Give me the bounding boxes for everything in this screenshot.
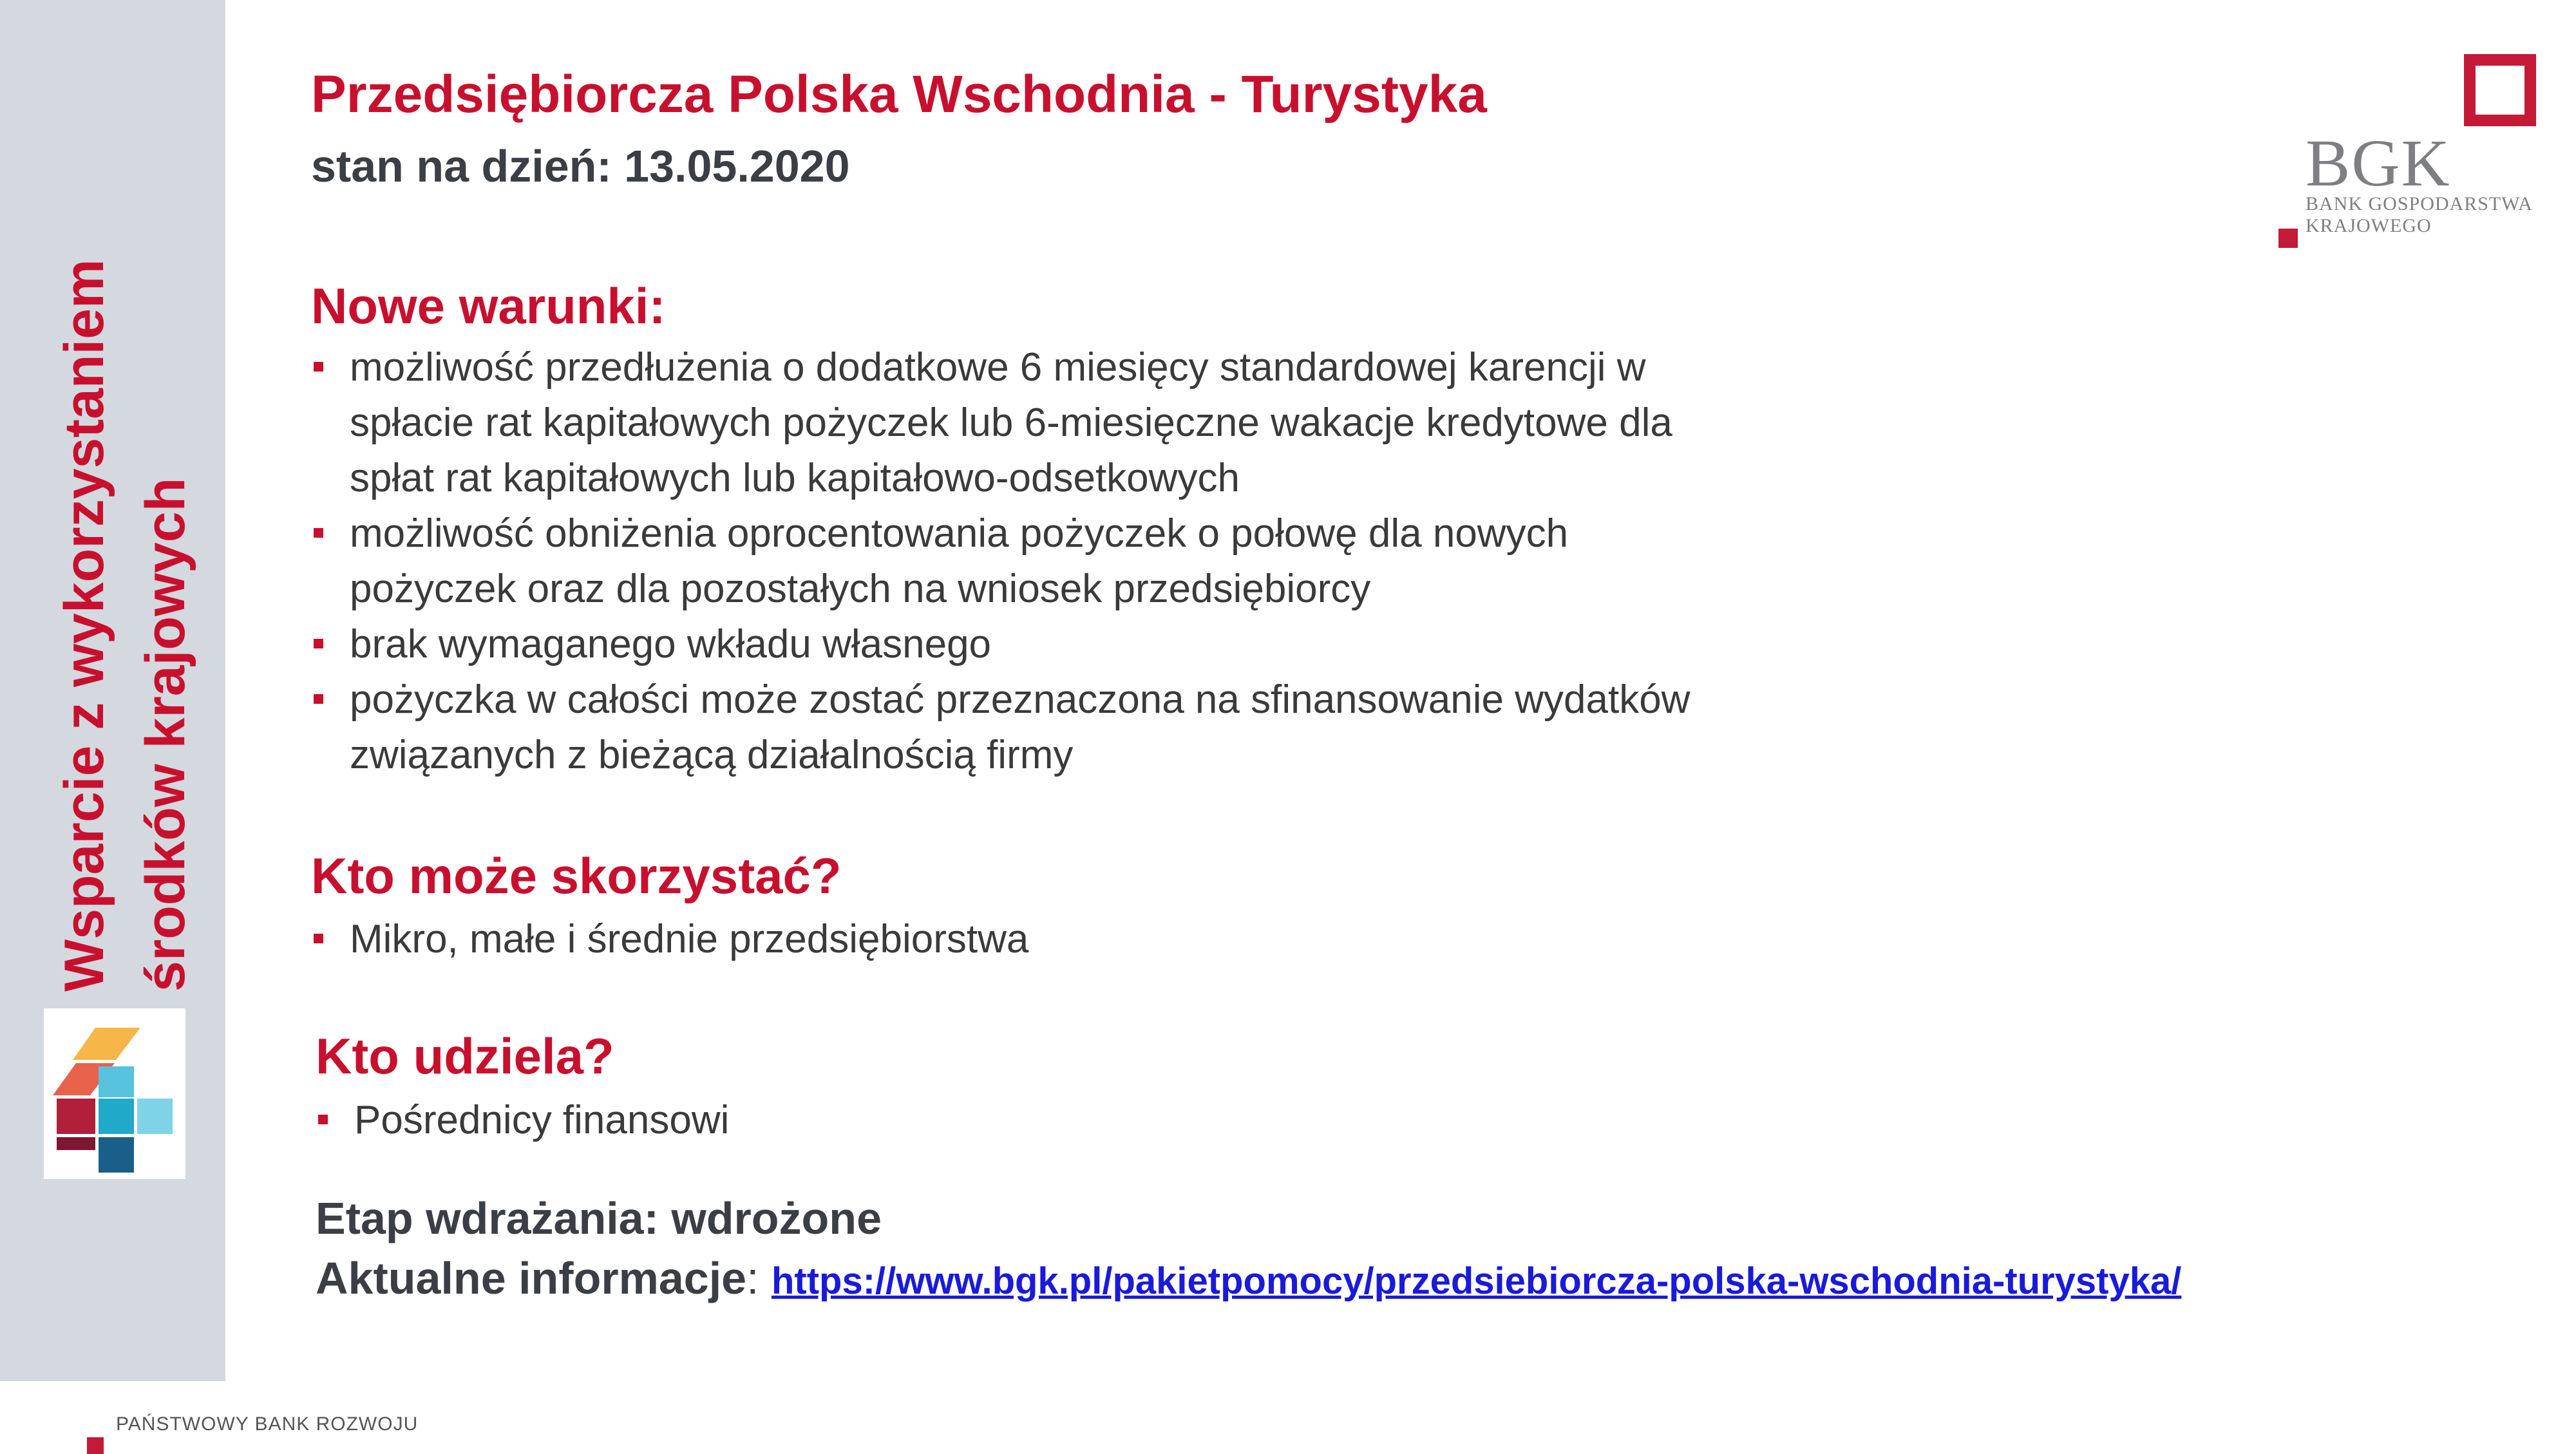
bgk-logo-fullname [2306, 193, 2550, 237]
list-item [316, 1093, 729, 1148]
section-heading-kto-moze: Kto może skorzystać? [311, 847, 842, 904]
bgk-logo-square-icon [2464, 54, 2536, 126]
page-title: Przedsiębiorcza Polska Wschodnia - Turystyka [311, 65, 1487, 124]
list-item-line: brak wymaganego wkładu własnego [350, 622, 992, 666]
list-item-line: możliwość przedłużenia o dodatkowe 6 miesięcy standardowej karencji w [350, 345, 1646, 390]
list-item-line: spłat rat kapitałowych lub kapitałowo-odsetkowych [350, 456, 1240, 500]
footer-text: PAŃSTWOWY BANK ROZWOJU [116, 1413, 419, 1435]
info-link[interactable]: https://www.bgk.pl/pakietpomocy/przedsiebiorcza-polska-wschodnia-turystyka/ [771, 1260, 2182, 1302]
aktualne-informacje [316, 1252, 2181, 1304]
warunki-list [311, 340, 1690, 783]
list-item-line: związanych z bieżącą działalnością firmy [350, 733, 1074, 777]
bgk-fullname-line-1: BANK GOSPODARSTWA [2306, 193, 2533, 214]
aktualne-label: Aktualne informacje [316, 1253, 747, 1303]
list-item-line: pożyczek oraz dla pozostałych na wniosek przedsiębiorcy [350, 567, 1371, 611]
list-item-line: Mikro, małe i średnie przedsiębiorstwa [350, 917, 1029, 961]
bullet-square-icon [314, 362, 323, 372]
bgk-fullname-line-2: KRAJOWEGO [2306, 215, 2432, 236]
aktualne-separator: : [746, 1253, 772, 1303]
list-item-line: pożyczka w całości może zostać przeznaczona na sfinansowanie wydatków [350, 677, 1690, 722]
bullet-square-icon [314, 639, 323, 648]
list-item-line: spłacie rat kapitałowych pożyczek lub 6-miesięczne wakacje kredytowe dla [350, 401, 1672, 445]
etap-wdrazania: Etap wdrażania: wdrożone [316, 1193, 882, 1243]
bullet-square-icon [314, 694, 323, 704]
list-item [311, 912, 1028, 967]
bgk-logo-text: BGK [2306, 126, 2451, 200]
bullet-square-icon [318, 1115, 328, 1124]
list-item [311, 672, 1690, 783]
tarcza-4-logo [44, 1008, 185, 1179]
section-heading-kto-udziela: Kto udziela? [316, 1028, 614, 1084]
list-item-line: możliwość obniżenia oprocentowania pożyczek o połowę dla nowych [350, 511, 1569, 556]
footer-square-icon [87, 1437, 104, 1454]
bullet-square-icon [314, 528, 323, 538]
section-heading-warunki: Nowe warunki: [311, 278, 666, 334]
bgk-logo-small-square-icon [2278, 229, 2298, 248]
list-item [311, 617, 1690, 672]
status-date: stan na dzień: 13.05.2020 [311, 141, 850, 191]
kto-udziela-list [316, 1093, 729, 1148]
list-item [311, 340, 1690, 506]
bullet-square-icon [314, 934, 323, 943]
list-item-line: Pośrednicy finansowi [354, 1098, 730, 1142]
list-item [311, 506, 1690, 617]
sidebar-heading-line-1: Wsparcie z wykorzystaniem [53, 259, 115, 992]
kto-moze-list [311, 912, 1028, 967]
sidebar-vertical-heading [44, 155, 206, 992]
sidebar-heading-line-2: środków krajowych [135, 477, 196, 992]
